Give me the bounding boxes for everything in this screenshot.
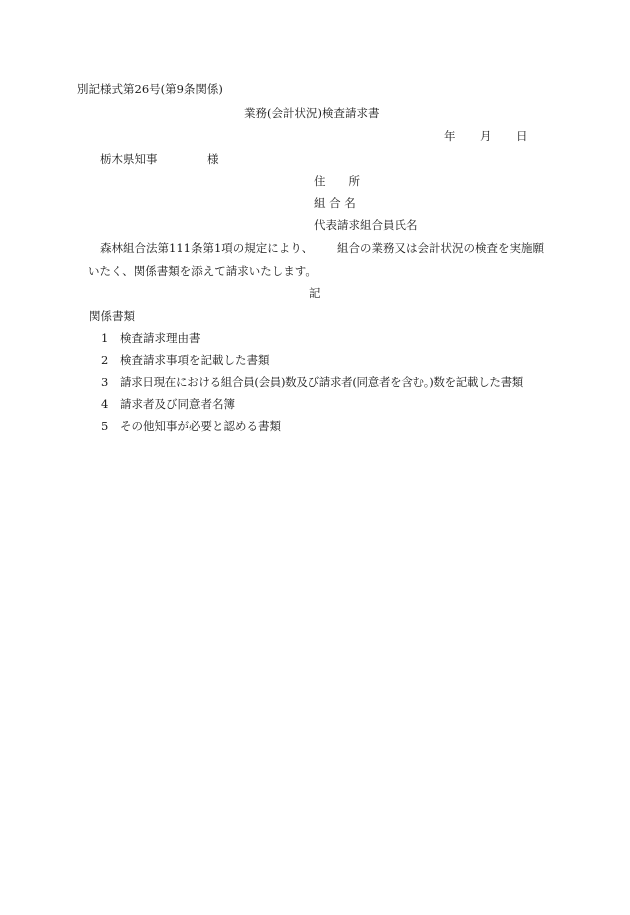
list-item-text: 検査請求事項を記載した書類 — [120, 353, 270, 367]
representative-label: 代表請求組合員氏名 — [314, 218, 418, 232]
list-item-text: 検査請求理由書 — [120, 331, 201, 345]
list-item-number: 2 — [101, 353, 109, 367]
documents-heading: 関係書類 — [89, 309, 135, 323]
date-month: 月 — [480, 129, 492, 143]
list-item-number: 1 — [101, 331, 109, 345]
date-year: 年 — [444, 129, 456, 143]
ki-marker: 記 — [309, 286, 321, 300]
list-item-number: 4 — [101, 397, 109, 411]
addressee-honorific: 様 — [207, 152, 219, 166]
body-line-2: いたく、関係書類を添えて請求いたします。 — [88, 264, 317, 278]
list-item-number: 3 — [101, 375, 109, 389]
form-number: 別記様式第26号(第9条関係) — [77, 82, 223, 96]
list-item-number: 5 — [101, 419, 109, 433]
addressee-name: 栃木県知事 — [100, 152, 158, 166]
list-item-text: 請求者及び同意者名簿 — [120, 397, 235, 411]
date-day: 日 — [516, 129, 528, 143]
document-title: 業務(会計状況)検査請求書 — [244, 106, 380, 120]
address-label: 住 所 — [314, 174, 360, 188]
body-line-1a: 森林組合法第111条第1項の規定により、 — [100, 241, 314, 255]
union-name-label: 組 合 名 — [314, 196, 356, 210]
list-item-text: 請求日現在における組合員(会員)数及び請求者(同意者を含む。)数を記載した書類 — [120, 375, 523, 389]
list-item-text: その他知事が必要と認める書類 — [120, 419, 281, 433]
body-line-1b: 組合の業務又は会計状況の検査を実施願 — [337, 241, 544, 255]
